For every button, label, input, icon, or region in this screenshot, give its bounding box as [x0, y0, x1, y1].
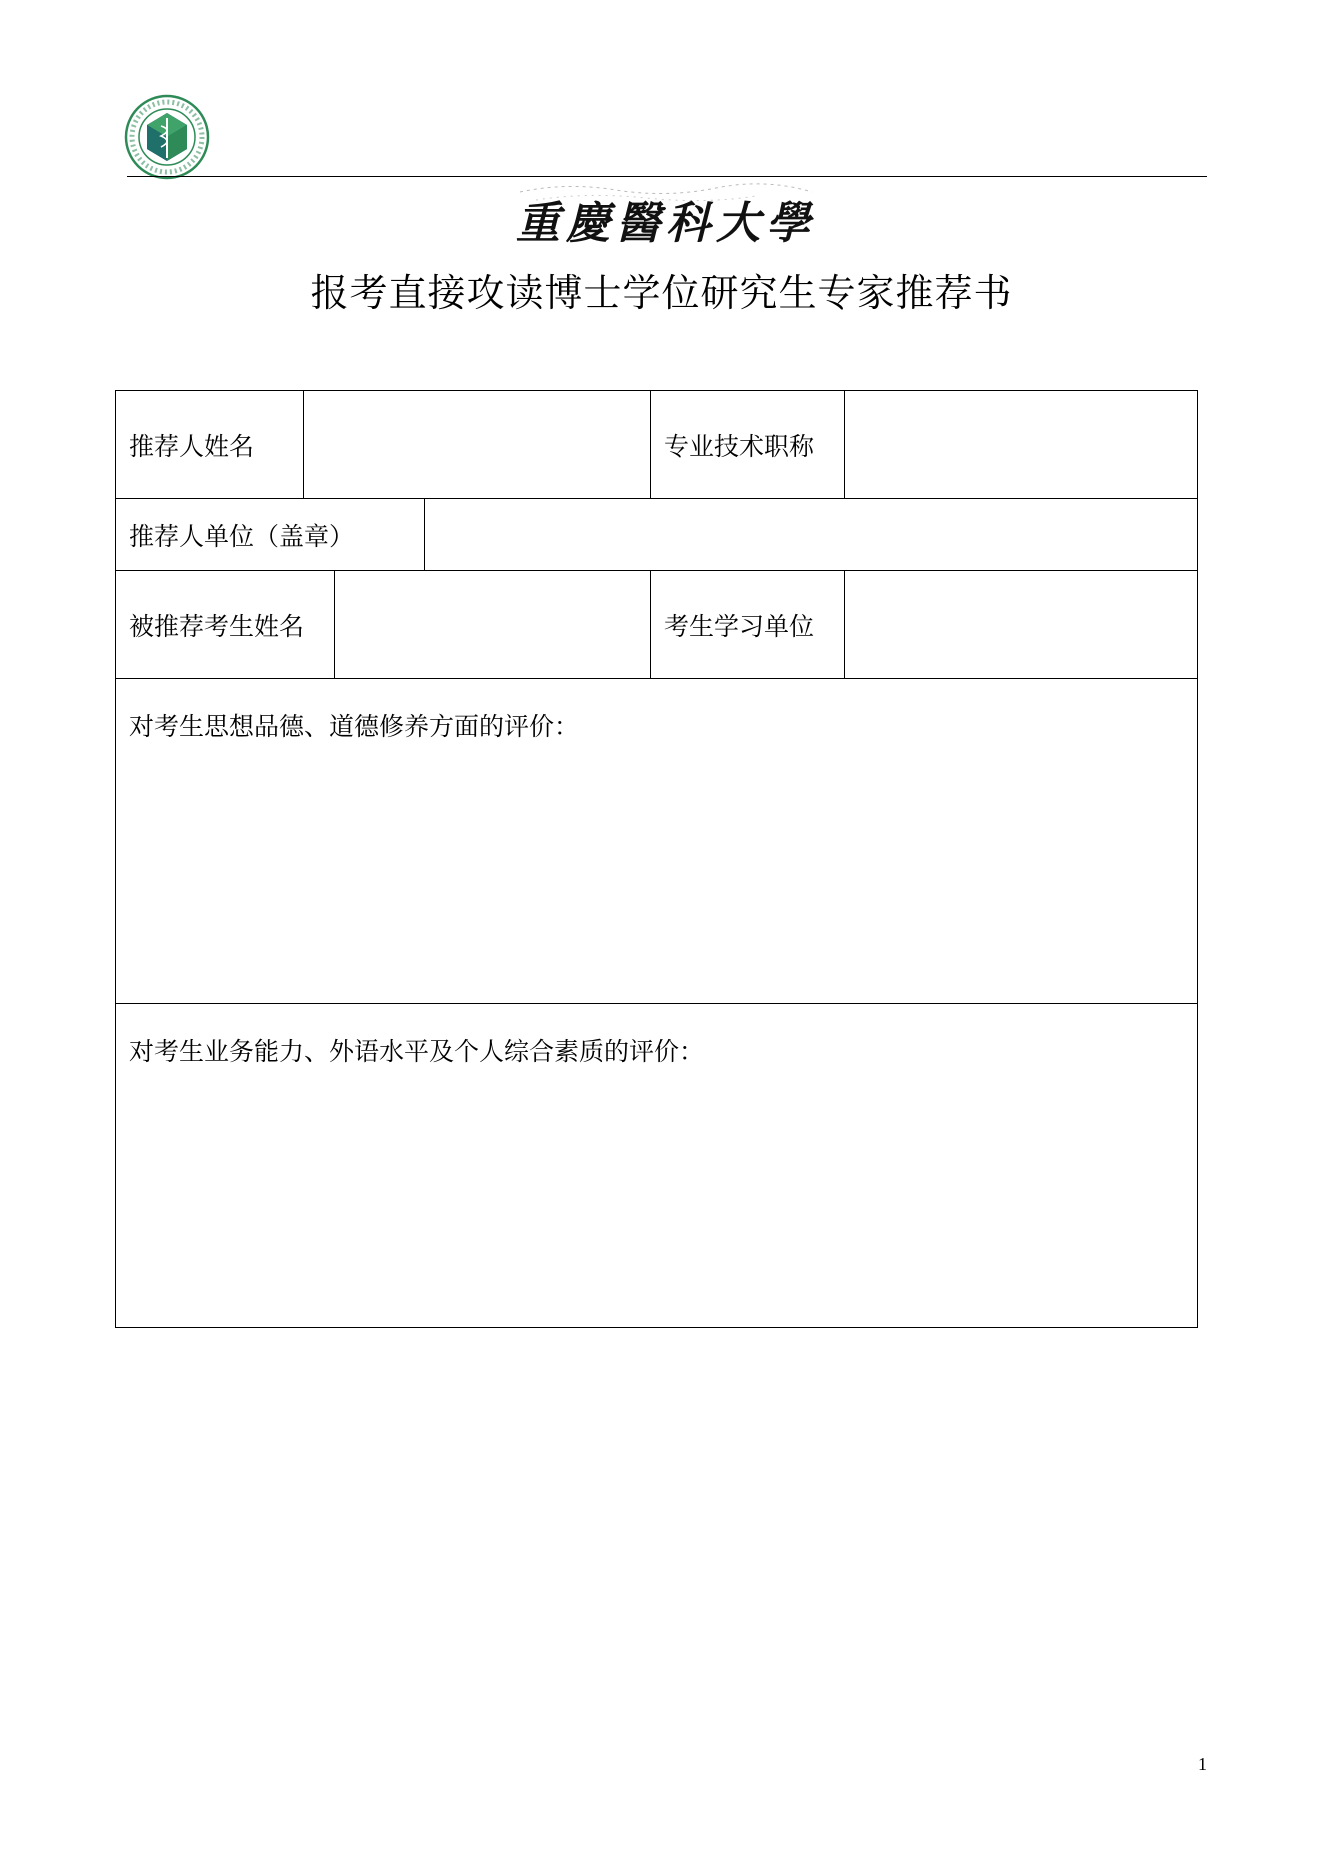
professional-title-label: 专业技术职称 — [650, 391, 844, 498]
professional-title-field[interactable] — [844, 391, 1196, 498]
recommender-name-field[interactable] — [303, 391, 650, 498]
ability-evaluation-label: 对考生业务能力、外语水平及个人综合素质的评价： — [129, 1037, 705, 1066]
moral-evaluation-field[interactable] — [116, 679, 1197, 1003]
recommender-unit-field[interactable] — [424, 499, 1196, 570]
document-title: 报考直接攻读博士学位研究生专家推荐书 — [310, 271, 1013, 315]
recommender-unit-label: 推荐人单位（盖章） — [129, 521, 355, 551]
recommender-name-label: 推荐人姓名 — [129, 431, 255, 461]
form-section-ability-evaluation — [116, 1004, 1197, 1326]
form-row-recommender-unit — [116, 499, 1197, 571]
ability-evaluation-field[interactable] — [116, 1004, 1197, 1326]
page-number: 1 — [1198, 1754, 1207, 1774]
university-logo-seal — [124, 94, 210, 180]
candidate-unit-field[interactable] — [844, 571, 1196, 678]
recommendation-form — [115, 390, 1198, 1328]
form-section-moral-evaluation — [116, 679, 1197, 1004]
candidate-name-label: 被推荐考生姓名 — [129, 611, 305, 641]
moral-evaluation-label: 对考生思想品德、道德修养方面的评价： — [129, 712, 580, 741]
candidate-unit-label: 考生学习单位 — [650, 571, 844, 678]
form-row-candidate — [116, 571, 1197, 679]
candidate-name-field[interactable] — [334, 571, 650, 678]
university-name-calligraphy — [506, 178, 826, 258]
svg-text:重慶醫科大學: 重慶醫科大學 — [516, 198, 816, 249]
form-row-recommender — [116, 391, 1197, 499]
header-rule — [127, 176, 1207, 177]
